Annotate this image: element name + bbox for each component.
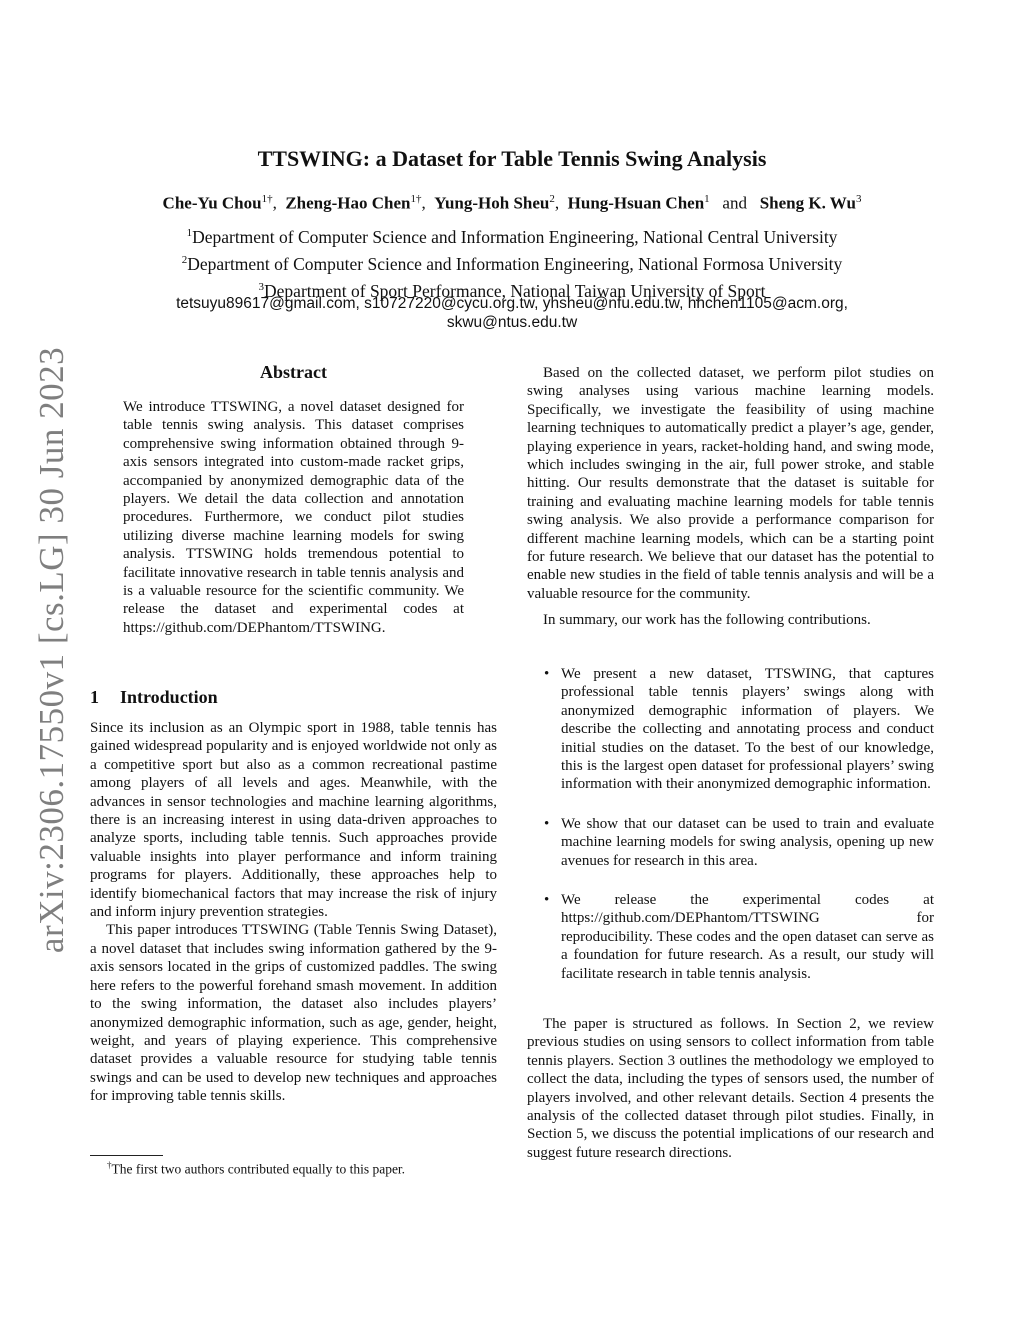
abstract-text: We introduce TTSWING, a novel dataset designed for table tennis swing analysis. This dataset comprises comprehensive swing information obtained through 9-axis sensors integrated into custom-made racket grips, accompanied by anonymized demographic data of the players. We detail the data collection and annotation procedures. Furthermore, we conduct pilot studies utilizing diverse machine learning models for swing analysis. TTSWING holds tremendous potential to facilitate innovative research in table tennis analysis and is a valuable resource for the scientific community. We release the dataset and experimental codes at https://github.com/DEPhantom/TTSWING.	[123, 399, 464, 636]
paragraph: The paper is structured as follows. In Section 2, we review previous studies on using sensors to collect information from table tennis players. Section 3 outlines the methodology we employed to collect the data, including the types of sensors used, the number of players involved, and other relevant details. Section 4 presents the analysis of the collected dataset through pilot studies. Finally, in Section 5, we discuss the potential implications of our research and suggest future research directions.	[527, 1016, 934, 1161]
footnote: †The first two authors contributed equally to this paper.	[107, 1160, 406, 1177]
email-line: tetsuyu89617@gmail.com, s10727220@cycu.org.tw, yhsheu@nfu.edu.tw, hhchen1105@acm.org,	[176, 295, 848, 312]
bullet-glyph: •	[544, 815, 550, 832]
right-column-text	[527, 364, 934, 630]
author-affil-mark: 1†	[261, 193, 273, 205]
affiliation-list	[0, 222, 1024, 302]
paragraph: This paper introduces TTSWING (Table Tennis Swing Dataset), a novel dataset that includes swing information gathered by the 9-axis sensors located in the grips of customized paddles. The swing here refers to the powerful forehand smash movement. In addition to the swing information, the dataset also includes players’ anonymized demographic information, such as age, gender, height, weight, and years of playing experience. This comprehensive dataset provides a valuable resource for studying table tennis swings and can be used to develop new techniques and approaches for improving table tennis skills.	[90, 922, 497, 1105]
author-affil-mark: 3	[855, 193, 862, 205]
paper-structure-paragraph	[527, 1015, 934, 1162]
affiliation: $^2$Department of Computer Science and Information Engineering, National Formosa University	[181, 253, 843, 274]
author-name: Sheng K. Wu	[759, 193, 856, 213]
paragraph: Based on the collected dataset, we perform pilot studies on swing analyses using various machine learning models. Specifically, we investigate the feasibility of using machine learning techniques to automatically predict a player’s age, gender, playing experience in years, racket-holding hand, and swing mode, which includes swinging in the air, full power stroke, and stable hitting. Our results demonstrate that the dataset is suitable for training and evaluating machine learning models for table tennis swing analysis. We also provide a performance comparison for different machine learning models, which can be a starting point for future research. We believe that our dataset has the potential to enable new studies in the field of table tennis analysis and will be a valuable resource for the community.	[527, 365, 934, 602]
author-affil-mark: 1†	[410, 193, 422, 205]
author-name: Hung-Hsuan Chen	[567, 193, 705, 213]
footnote-mark: †	[107, 1160, 112, 1170]
section-number: 1	[90, 687, 99, 707]
author-list: Che-Yu Chou$^{1\dagger}$, Zheng-Hao Chen$^{1\dagger}$, Yung-Hoh Sheu$^2$, Hung-Hsuan Chen$^1$ and Sheng K. Wu$^3$	[162, 193, 862, 213]
bullet-glyph: •	[544, 892, 550, 909]
contribution-list	[527, 665, 934, 983]
list-item: • We present a new dataset, TTSWING, that captures professional table tennis players’ swings along with anonymized demographic information of players. We describe the collecting and annotating process and conduct initial studies on the dataset. To the best of our knowledge, this is the largest open dataset for professional players’ swing information with their anonymized demographic information.	[544, 666, 934, 793]
affiliation: $^1$Department of Computer Science and Information Engineering, National Central University	[186, 226, 838, 247]
author-emails	[0, 294, 1024, 332]
introduction-body	[90, 719, 497, 1106]
paper-title: TTSWING: a Dataset for Table Tennis Swing Analysis	[257, 146, 767, 171]
author-affil-mark: 2	[549, 193, 555, 205]
section-heading-introduction	[90, 687, 218, 708]
author-affil-mark: 1	[704, 193, 710, 205]
paragraph: Since its inclusion as an Olympic sport in 1988, table tennis has gained widespread popularity and is enjoyed worldwide not only as a competitive sport but also as a common recreational pastime among players of all levels and ages. Meanwhile, with the advances in sensor technologies and machine learning algorithms, there is an increasing interest in using data-driven approaches to analyze sports, including table tennis. Such approaches provide valuable insights into player performance and inform training programs for players. Additionally, these approaches help to identify biomechanical factors that may increase the risk of injury and inform injury prevention strategies.	[90, 720, 497, 921]
list-item: • We release the experimental codes at https://github.com/DEPhantom/TTSWING for reproducibility. These codes and the open dataset can serve as a foundation for future research. As a result, our study will facilitate research in table tennis analysis.	[544, 892, 934, 982]
abstract-heading: Abstract	[260, 362, 327, 382]
author-name: Che-Yu Chou	[162, 193, 262, 213]
author-name: Yung-Hoh Sheu	[434, 193, 550, 213]
author-name: Zheng-Hao Chen	[285, 193, 411, 213]
paragraph: In summary, our work has the following contributions.	[543, 612, 871, 629]
arxiv-identifier: arXiv:2306.17550v1 [cs.LG] 30 Jun 2023	[32, 346, 71, 954]
email-line: skwu@ntus.edu.tw	[446, 314, 578, 331]
bullet-glyph: •	[544, 666, 550, 682]
list-item: • We show that our dataset can be used to train and evaluate machine learning models for swing analysis, opening up new avenues for research in this area.	[544, 815, 934, 869]
affiliation: $^3$Department of Sport Performance, National Taiwan University of Sport	[258, 280, 766, 301]
footnote-rule	[90, 1155, 163, 1156]
author-and: and	[722, 193, 747, 213]
section-title: Introduction	[120, 687, 218, 707]
